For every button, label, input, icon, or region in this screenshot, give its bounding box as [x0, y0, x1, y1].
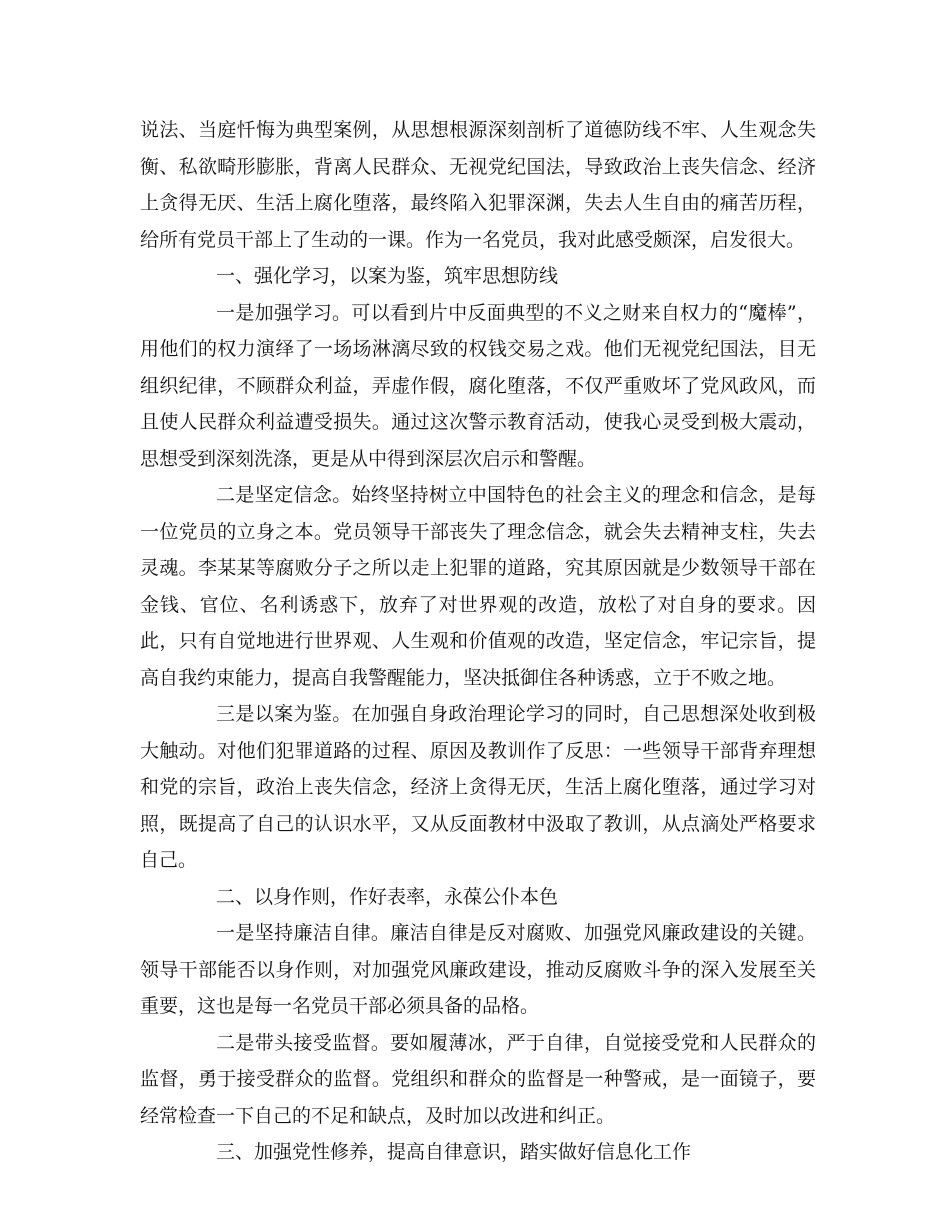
paragraph-intro-continuation: 说法、当庭忏悔为典型案例，从思想根源深刻剖析了道德防线不牢、人生观念失衡、私欲畸形膨胀，背离人民群众、无视党纪国法，导致政治上丧失信念、经济上贪得无厌、生活上腐化堕落，最终陷入犯罪深渊，失去人生自由的痛苦历程，给所有党员干部上了生动的一课。作为一名党员，我对此感受颇深，启发很大。 [140, 119, 816, 251]
paragraph-learn-from-cases: 三是以案为鉴。在加强自身政治理论学习的同时，自己思想深处收到极大触动。对他们犯罪道路的过程、原因及教训作了反思：一些领导干部背弃理想和党的宗旨，政治上丧失信念，经济上贪得无厌，生活上腐化堕落，通过学习对照，既提高了自己的认识水平，又从反面教材中汲取了教训，从点滴处严格要求自己。 [140, 703, 816, 871]
paragraph-accept-supervision: 二是带头接受监督。要如履薄冰，严于自律，自觉接受党和人民群众的监督，勇于接受群众的监督。党组织和群众的监督是一种警戒，是一面镜子，要经常检查一下自己的不足和缺点，及时加以改进和纠正。 [140, 1031, 816, 1127]
section-heading-1: 一、强化学习，以案为鉴，筑牢思想防线 [216, 265, 559, 287]
paragraph-firm-belief: 二是坚定信念。始终坚持树立中国特色的社会主义的理念和信念，是每一位党员的立身之本。党员领导干部丧失了理念信念，就会失去精神支柱，失去灵魂。李某某等腐败分子之所以走上犯罪的道路，究其原因就是少数领导干部在金钱、官位、名利诱惑下，放弃了对世界观的改造，放松了对自身的要求。因此，只有自觉地进行世界观、人生观和价值观的改造，坚定信念，牢记宗旨，提高自我约束能力，提高自我警醒能力，坚决抵御住各种诱惑，立于不败之地。 [140, 484, 816, 689]
document-body [140, 112, 816, 1171]
paragraph-self-discipline: 一是坚持廉洁自律。廉洁自律是反对腐败、加强党风廉政建设的关键。领导干部能否以身作则，对加强党风廉政建设，推动反腐败斗争的深入发展至关重要，这也是每一名党员干部必须具备的品格。 [140, 922, 816, 1017]
paragraph-strengthen-study: 一是加强学习。可以看到片中反面典型的不义之财来自权力的“魔棒”，用他们的权力演绎了一场场淋漓尽致的权钱交易之戏。他们无视党纪国法，目无组织纪律，不顾群众利益，弄虚作假，腐化堕落，不仅严重败坏了党风政风，而且使人民群众利益遭受损失。通过这次警示教育活动，使我心灵受到极大震动，思想受到深刻洗涤，更是从中得到深层次启示和警醒。 [140, 301, 816, 470]
section-heading-2: 二、以身作则，作好表率，永葆公仆本色 [216, 885, 559, 908]
section-heading-3: 三、加强党性修养，提高自律意识，踏实做好信息化工作 [216, 1141, 692, 1163]
